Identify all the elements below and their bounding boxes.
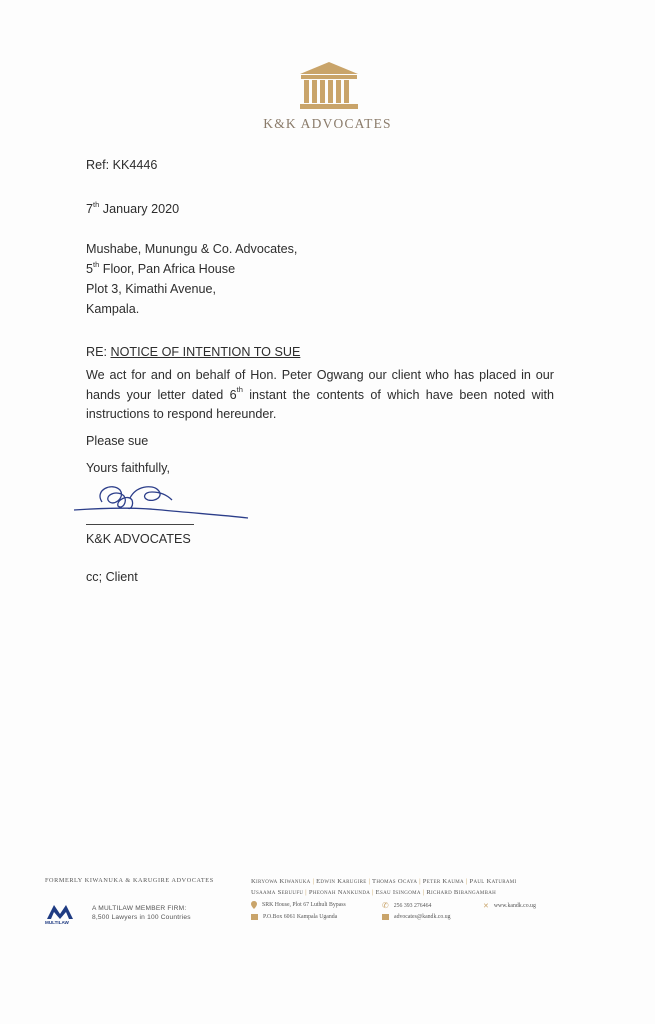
reference-number: Ref: KK4446 (86, 158, 158, 172)
phone-icon: ✆ (382, 901, 389, 910)
address-line: Kampala. (86, 302, 140, 316)
firm-logo-building-icon (298, 60, 360, 110)
address-line: 5th Floor, Pan Africa House (86, 259, 236, 276)
carbon-copy: cc; Client (86, 570, 138, 584)
mailbox-icon (251, 914, 258, 920)
partners-list (251, 876, 581, 898)
email-address: advocates@kandk.co.ug (382, 914, 451, 920)
instruction-text: Please sue (86, 434, 149, 448)
multilaw-membership: A MULTILAW MEMBER FIRM: 8,500 Lawyers in 100 Countries (92, 905, 191, 921)
signature-line (86, 524, 194, 525)
postal-address: P.O.Box 6061 Kampala Uganda (251, 914, 337, 920)
subject-line: RE: NOTICE OF INTENTION TO SUE (86, 345, 301, 359)
closing-salutation: Yours faithfully, (86, 461, 171, 475)
partners-row: Usaama Sebuufu | Pheonah Nankunda | Esau Isingoma | Richard Bibangambah (251, 889, 497, 896)
location-pin-icon (251, 901, 257, 909)
recipient-address (86, 239, 297, 319)
address-line: Mushabe, Munungu & Co. Advocates, (86, 242, 298, 256)
multilaw-logo-icon (45, 902, 75, 920)
website: ✕ www.kandk.co.ug (483, 902, 536, 910)
letter-body: We act for and on behalf of Hon. Peter Ogwang our client who has placed in our hands your letter dated 6th instant the contents of which have been noted with instructions to respond hereunder. (86, 368, 554, 421)
firm-name-header: K&K ADVOCATES (263, 116, 392, 131)
signatory-firm: K&K ADVOCATES (86, 532, 191, 546)
partners-row: Kiryowa Kiwanuka | Edwin Karugire | Thomas Ocaya | Peter Kauma | Paul Katurami (251, 878, 517, 885)
former-name: FORMERLY KIWANUKA & KARUGIRE ADVOCATES (45, 877, 214, 884)
email-icon (382, 914, 389, 920)
globe-icon: ✕ (483, 902, 489, 910)
phone-number: ✆ 256 393 276464 (382, 901, 432, 910)
letter-date: 7th January 2020 (86, 199, 180, 216)
signature (72, 470, 252, 530)
subject-text: NOTICE OF INTENTION TO SUE (110, 345, 301, 359)
address-line: Plot 3, Kimathi Avenue, (86, 282, 216, 296)
physical-address: SRK House, Plot 67 Luthuli Bypass (251, 901, 346, 909)
multilaw-name: MULTILAW (45, 920, 69, 925)
